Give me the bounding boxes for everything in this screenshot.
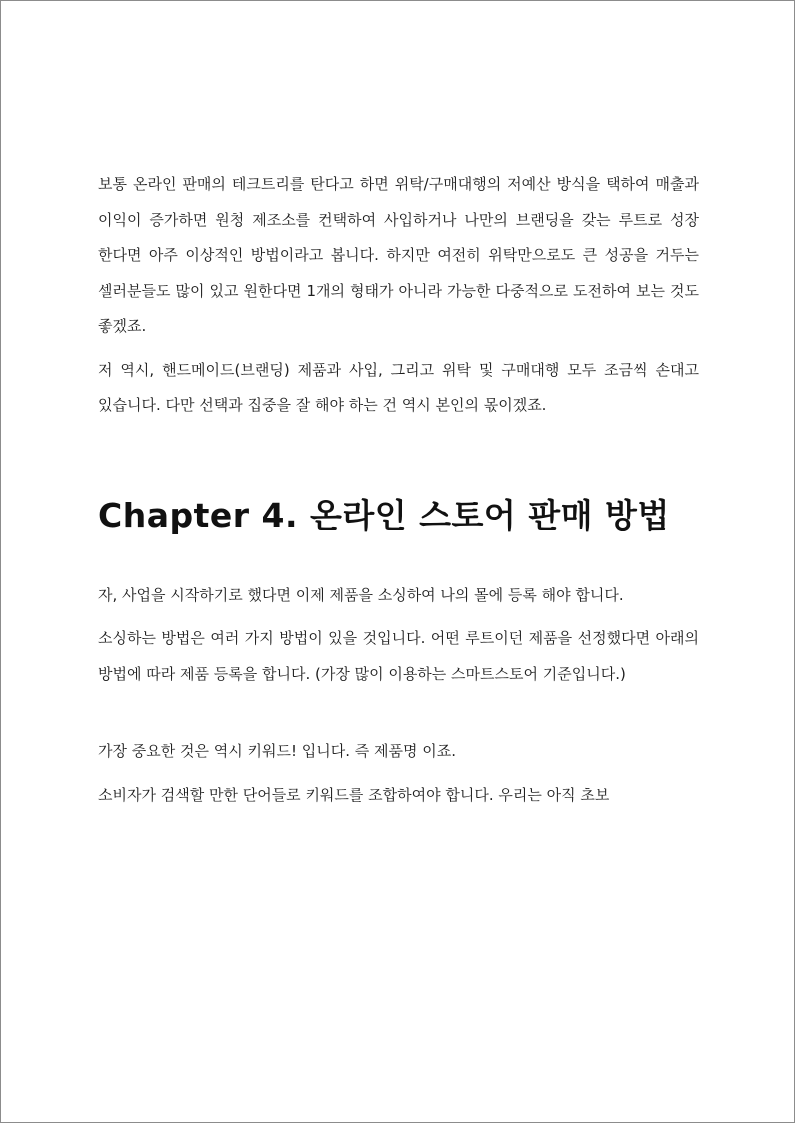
paragraph-consumer-search: 소비자가 검색할 만한 단어들로 키워드를 조합하여야 합니다. 우리는 아직 초보: [98, 785, 610, 804]
paragraph-keyword: 가장 중요한 것은 역시 키워드! 입니다. 즉 제품명 이죠.: [98, 742, 456, 760]
chapter-heading: Chapter 4. 온라인 스토어 판매 방법: [98, 495, 670, 535]
paragraph-start-business: 자, 사업을 시작하기로 했다면 이제 제품을 소싱하여 나의 몰에 등록 해야 합니다.: [98, 585, 624, 604]
page-content: [98, 167, 699, 813]
paragraph-my-experience: 저 역시, 핸드메이드(브랜딩) 제품과 사입, 그리고 위탁 및 구매대행 모두 조금씩 손대고 있습니다. 다만 선택과 집중을 잘 해야 하는 건 역시 본인의 몫이겠죠.: [98, 360, 699, 414]
paragraph-sourcing: 소싱하는 방법은 여러 가지 방법이 있을 것입니다. 어떤 루트이던 제품을 선정했다면 아래의 방법에 따라 제품 등록을 합니다. (가장 많이 이용하는 스마트스토어 기준입니다.): [98, 629, 699, 683]
paragraph-tech-tree: 보통 온라인 판매의 테크트리를 탄다고 하면 위탁/구매대행의 저예산 방식을 택하여 매출과 이익이 증가하면 원청 제조소를 컨택하여 사입하거나 나만의 브랜딩을 갖는 루트로 성장 한다면 아주 이상적인 방법이라고 봅니다. 하지만 여전히 위탁만으로도 큰 성공을 거두는 셀러분들도 많이 있고 원한다면 1개의 형태가 아니라 가능한 다중적으로 도전하여 보는 것도 좋겠죠.: [98, 175, 699, 335]
